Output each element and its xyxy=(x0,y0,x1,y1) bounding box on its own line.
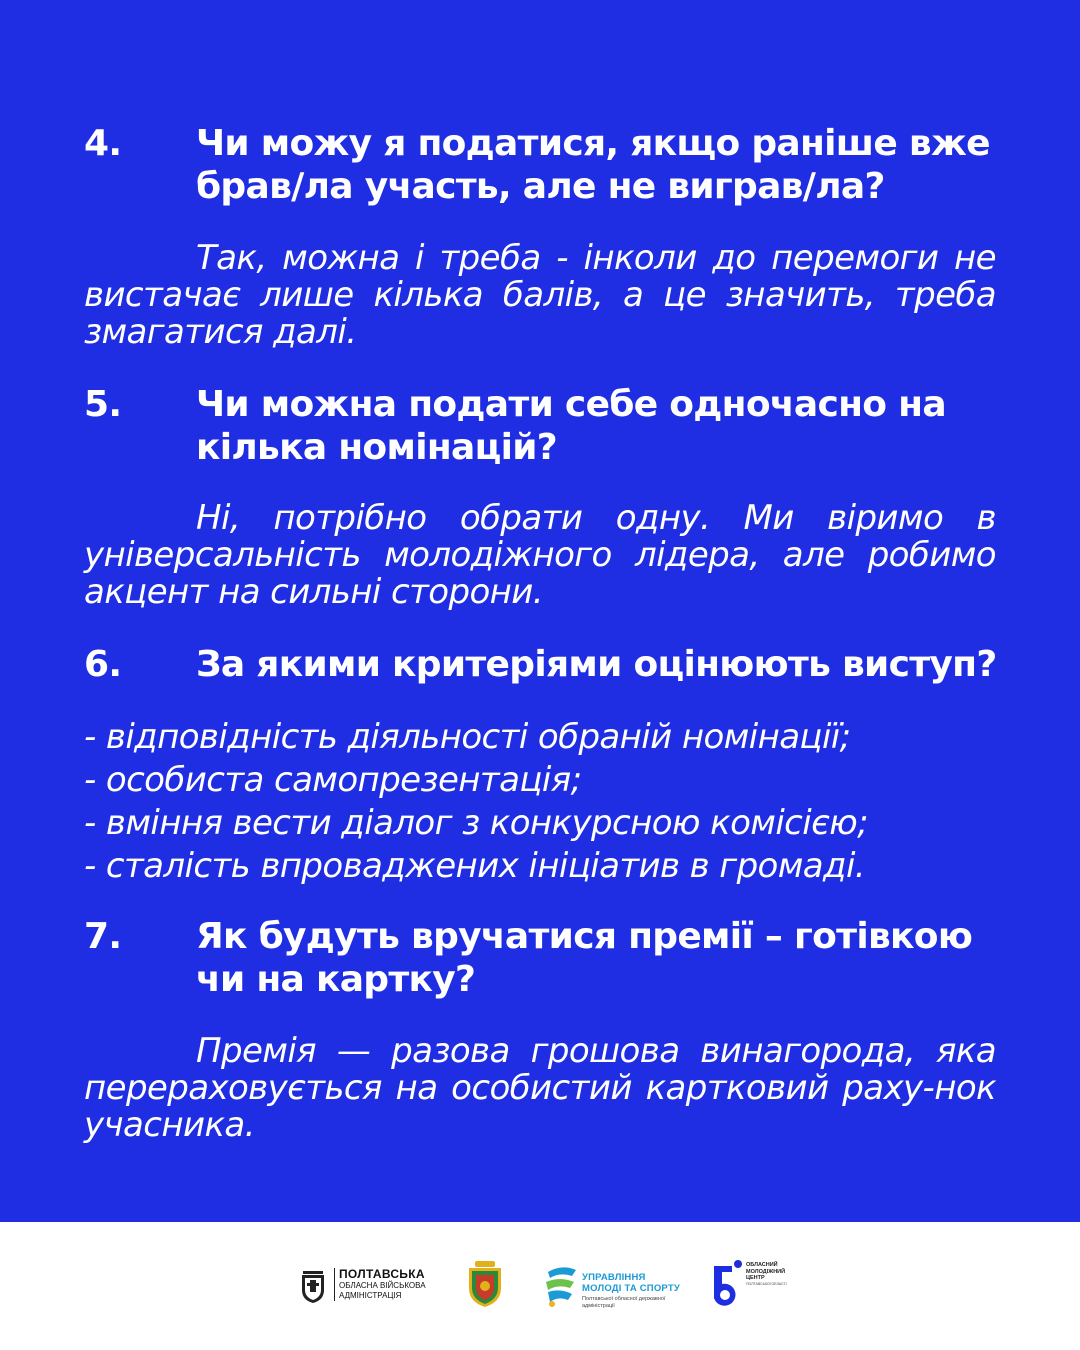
question-7 xyxy=(84,915,1004,1001)
question-number: 6. xyxy=(84,644,122,685)
question-5 xyxy=(84,383,1004,469)
question-number: 4. xyxy=(84,123,122,164)
criteria-item: - вміння вести діалог з конкурсною комісією; xyxy=(84,803,869,843)
logo-line: АДМІНІСТРАЦІЯ xyxy=(339,1291,402,1300)
question-text: Чи можна подати себе одночасно на кілька номінацій? xyxy=(196,384,946,468)
question-text: За якими критеріями оцінюють виступ? xyxy=(196,644,997,685)
criteria-list xyxy=(84,716,1014,888)
question-text: Чи можу я податися, якщо раніше вже брав/ла участь, але не виграв/ла? xyxy=(196,123,990,207)
answer-7: Премія — разова грошова винагорода, яка перераховується на особистий картковий раху-нок учасника. xyxy=(84,1031,996,1145)
logo-subtitle: ПОЛТАВСЬКОЇ ОБЛАСТІ xyxy=(746,1281,787,1286)
logo-line: УПРАВЛІННЯ xyxy=(582,1272,646,1283)
logo-line: ЦЕНТР xyxy=(746,1275,765,1281)
youth-center-logo xyxy=(746,1262,806,1287)
partner-logos xyxy=(0,1222,1080,1350)
question-number: 5. xyxy=(84,384,122,425)
answer-4: Так, можна і треба - інколи до перемоги не вистачає лише кілька балів, а це значить, треба змагатися далі. xyxy=(84,238,996,352)
question-4 xyxy=(84,122,1004,208)
youth-center-icon xyxy=(710,1258,744,1308)
logo-line: ОБЛАСНИЙ xyxy=(746,1262,778,1268)
youth-sport-department-icon xyxy=(542,1262,580,1310)
answer-5: Ні, потрібно обрати одну. Ми віримо в універсальність молодіжного лідера, але робимо акцент на сильні сторони. xyxy=(84,498,996,612)
logo-subtitle: Полтавської обласної державної адміністрації xyxy=(582,1296,666,1309)
poltava-emblem-icon xyxy=(298,1268,328,1304)
logo-line: ОБЛАСНА ВІЙСЬКОВА xyxy=(339,1281,426,1290)
criteria-item: - особиста самопрезентація; xyxy=(84,760,582,800)
criteria-item: - відповідність діяльності обраній номінації; xyxy=(84,717,851,757)
logo-line: МОЛОДІ ТА СПОРТУ xyxy=(582,1283,680,1294)
criteria-item: - сталість впроваджених ініціатив в громаді. xyxy=(84,846,866,886)
logo-line: ПОЛТАВСЬКА xyxy=(339,1267,425,1281)
question-text: Як будуть вручатися премії – готівкою чи на картку? xyxy=(196,916,973,1000)
region-coat-of-arms-icon xyxy=(467,1260,503,1308)
logo-line: МОЛОДІЖНИЙ xyxy=(746,1268,786,1275)
question-number: 7. xyxy=(84,916,122,957)
question-6 xyxy=(84,643,1004,686)
poltava-ova-logo xyxy=(334,1268,439,1301)
youth-sport-department-logo xyxy=(582,1272,682,1310)
